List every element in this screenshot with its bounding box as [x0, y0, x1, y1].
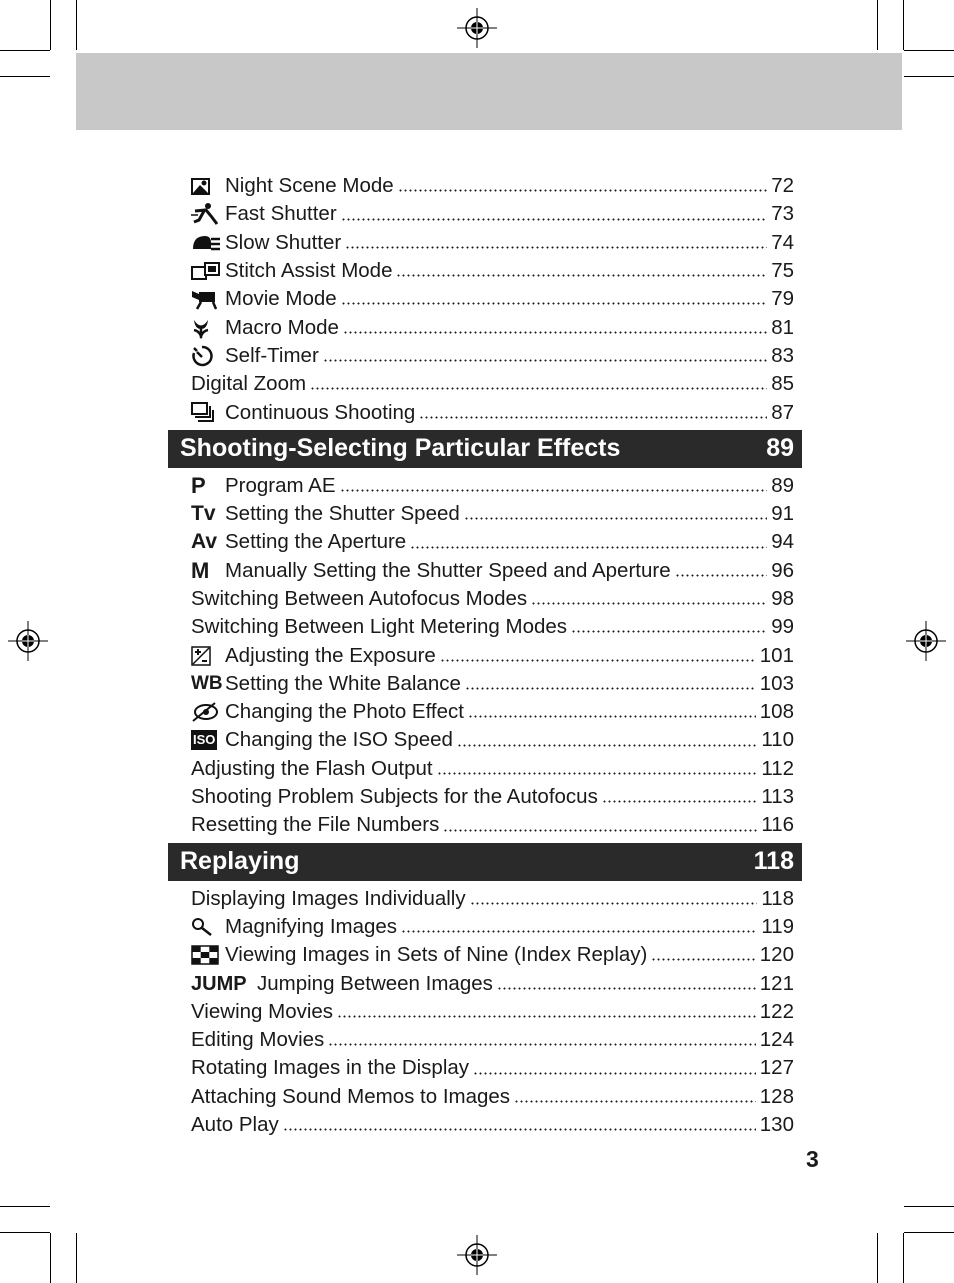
toc-page: 120: [759, 943, 794, 967]
toc-page: 79: [771, 287, 794, 311]
toc-page: 99: [771, 615, 794, 639]
toc-page: 91: [771, 502, 794, 526]
section-title: Shooting-Selecting Particular Effects: [180, 434, 621, 463]
toc-page: 96: [771, 558, 794, 582]
leader-dots: [341, 218, 768, 221]
toc-entry-night-scene[interactable]: [168, 172, 802, 200]
toc-label: Digital Zoom: [191, 372, 307, 396]
toc-page: 119: [761, 914, 794, 938]
toc-label: Setting the White Balance: [225, 671, 461, 695]
crop-mark: [904, 76, 954, 77]
magnify-icon: [191, 917, 225, 937]
leader-dots: [571, 630, 767, 633]
toc-label: Manually Setting the Shutter Speed and Aperture: [225, 558, 671, 582]
toc-entry-magnify[interactable]: [168, 913, 802, 941]
toc-page: 124: [759, 1028, 794, 1052]
white-balance-icon: [191, 670, 225, 698]
toc-label: Self-Timer: [225, 343, 319, 367]
leader-dots: [531, 602, 767, 605]
toc-label: Changing the Photo Effect: [225, 700, 464, 724]
toc-label: Jumping Between Images: [257, 971, 493, 995]
toc-entry-continuous-shooting[interactable]: [168, 398, 802, 426]
leader-dots: [419, 416, 767, 419]
manual-glyph: M: [191, 557, 210, 583]
leader-dots: [465, 687, 756, 690]
toc-label: Editing Movies: [191, 1028, 325, 1052]
leader-dots: [398, 189, 768, 192]
toc-label: Slow Shutter: [225, 230, 342, 254]
photo-effect-icon: [191, 701, 225, 723]
toc-entry-display-individually[interactable]: [168, 885, 802, 913]
toc-entry-auto-play[interactable]: [168, 1111, 802, 1139]
av-icon: [191, 528, 225, 556]
leader-dots: [340, 489, 768, 492]
toc-page: 89: [771, 473, 794, 497]
toc-entry-jump[interactable]: [168, 969, 802, 997]
program-ae-icon: [191, 472, 225, 500]
registration-mark-icon: [457, 1235, 497, 1275]
macro-icon: [191, 317, 225, 339]
crop-mark: [903, 1233, 904, 1283]
leader-dots: [410, 546, 767, 549]
toc-entry-photo-effect[interactable]: [168, 698, 802, 726]
table-of-contents: [168, 172, 802, 1139]
toc-label: Viewing Movies: [191, 999, 334, 1023]
toc-entry-manual[interactable]: [168, 557, 802, 585]
self-timer-icon: [191, 345, 225, 367]
crop-mark: [0, 50, 50, 51]
toc-page: 127: [759, 1056, 794, 1080]
crop-mark: [904, 1232, 954, 1233]
toc-page: 112: [761, 756, 794, 780]
leader-dots: [310, 387, 767, 390]
section-header-replaying[interactable]: [168, 843, 802, 881]
tv-glyph: Tv: [191, 502, 216, 526]
toc-page: 81: [771, 315, 794, 339]
toc-page: 101: [759, 643, 794, 667]
leader-dots: [497, 987, 756, 990]
continuous-shooting-icon: [191, 402, 225, 424]
toc-entry-editing-movies[interactable]: [168, 1026, 802, 1054]
toc-page: 116: [761, 813, 794, 837]
toc-label: Attaching Sound Memos to Images: [191, 1084, 511, 1108]
toc-page: 130: [759, 1113, 794, 1137]
registration-mark-icon: [457, 8, 497, 48]
leader-dots: [283, 1128, 756, 1131]
index-replay-icon: [191, 945, 225, 965]
leader-dots: [345, 246, 767, 249]
toc-entry-movie[interactable]: [168, 285, 802, 313]
toc-page: 85: [771, 372, 794, 396]
toc-page: 118: [761, 886, 794, 910]
toc-page: 74: [771, 230, 794, 254]
toc-entry-file-numbers[interactable]: [168, 811, 802, 839]
toc-page: 113: [761, 785, 794, 809]
exposure-icon: [191, 646, 225, 666]
toc-entry-aperture[interactable]: [168, 528, 802, 556]
header-bar: [76, 53, 902, 130]
toc-entry-slow-shutter[interactable]: [168, 229, 802, 257]
leader-dots: [468, 715, 756, 718]
toc-page: 87: [771, 400, 794, 424]
toc-page: 108: [759, 700, 794, 724]
program-ae-glyph: P: [191, 472, 206, 498]
toc-entry-metering-modes[interactable]: [168, 613, 802, 641]
toc-entry-digital-zoom[interactable]: [168, 370, 802, 398]
toc-page: 121: [759, 971, 794, 995]
toc-entry-autofocus-modes[interactable]: [168, 585, 802, 613]
crop-mark: [50, 1233, 51, 1283]
toc-page: 103: [759, 671, 794, 695]
toc-page: 128: [759, 1084, 794, 1108]
toc-label: Changing the ISO Speed: [225, 728, 453, 752]
crop-mark: [0, 1206, 50, 1207]
iso-glyph: ISO: [191, 730, 217, 750]
toc-entry-white-balance[interactable]: [168, 670, 802, 698]
av-glyph: Av: [191, 530, 218, 554]
crop-mark: [904, 1206, 954, 1207]
toc-label: Setting the Shutter Speed: [225, 502, 460, 526]
toc-entry-self-timer[interactable]: [168, 342, 802, 370]
white-balance-glyph: WB: [191, 672, 223, 694]
toc-label: Rotating Images in the Display: [191, 1056, 470, 1080]
crop-mark: [877, 0, 878, 50]
toc-page: 94: [771, 530, 794, 554]
toc-entry-rotating[interactable]: [168, 1054, 802, 1082]
toc-entry-index-replay[interactable]: [168, 941, 802, 969]
toc-entry-iso-speed[interactable]: [168, 726, 802, 754]
toc-entry-flash-output[interactable]: [168, 755, 802, 783]
toc-entry-viewing-movies[interactable]: [168, 998, 802, 1026]
crop-mark: [904, 50, 954, 51]
toc-label: Shooting Problem Subjects for the Autofocus: [191, 785, 598, 809]
movie-icon: [191, 288, 225, 310]
toc-label: Auto Play: [191, 1113, 279, 1137]
crop-mark: [50, 0, 51, 50]
leader-dots: [602, 800, 757, 803]
registration-mark-icon: [906, 621, 946, 661]
leader-dots: [651, 958, 755, 961]
toc-page: 73: [771, 202, 794, 226]
iso-icon: [191, 730, 225, 750]
registration-mark-icon: [8, 621, 48, 661]
stitch-assist-icon: [191, 261, 225, 281]
night-scene-icon: [191, 176, 225, 196]
jump-icon: [191, 970, 257, 998]
toc-label: Adjusting the Flash Output: [191, 756, 433, 780]
crop-mark: [877, 1233, 878, 1283]
leader-dots: [396, 274, 767, 277]
page-number: 3: [806, 1146, 819, 1172]
crop-mark: [76, 1233, 77, 1283]
section-header-shooting-effects[interactable]: [168, 430, 802, 468]
toc-entry-problem-subjects[interactable]: [168, 783, 802, 811]
crop-mark: [0, 1232, 50, 1233]
toc-label: Switching Between Autofocus Modes: [191, 587, 528, 610]
toc-label: Setting the Aperture: [225, 530, 407, 554]
crop-mark: [76, 0, 77, 50]
toc-entry-fast-shutter[interactable]: [168, 200, 802, 228]
leader-dots: [341, 302, 768, 305]
leader-dots: [343, 331, 767, 334]
crop-mark: [0, 76, 50, 77]
section-title: Replaying: [180, 847, 300, 876]
leader-dots: [443, 829, 757, 832]
toc-label: Fast Shutter: [225, 202, 337, 226]
toc-label: Switching Between Light Metering Modes: [191, 615, 568, 639]
toc-label: Stitch Assist Mode: [225, 259, 393, 283]
toc-page: 122: [759, 999, 794, 1023]
toc-label: Continuous Shooting: [225, 400, 416, 424]
leader-dots: [440, 659, 756, 662]
toc-label: Displaying Images Individually: [191, 886, 466, 910]
toc-label: Movie Mode: [225, 287, 337, 311]
section-page: 89: [766, 434, 794, 463]
jump-glyph: JUMP: [191, 972, 247, 995]
leader-dots: [464, 517, 767, 520]
slow-shutter-icon: [191, 233, 225, 253]
leader-dots: [401, 930, 757, 933]
leader-dots: [675, 574, 768, 577]
toc-entry-stitch-assist[interactable]: [168, 257, 802, 285]
crop-mark: [903, 0, 904, 50]
toc-entry-program-ae[interactable]: [168, 472, 802, 500]
manual-icon: [191, 557, 225, 585]
toc-label: Adjusting the Exposure: [225, 643, 436, 667]
toc-label: Night Scene Mode: [225, 174, 394, 198]
toc-entry-macro[interactable]: [168, 313, 802, 341]
toc-label: Resetting the File Numbers: [191, 813, 440, 837]
toc-entry-shutter-speed[interactable]: [168, 500, 802, 528]
toc-entry-exposure[interactable]: [168, 641, 802, 669]
toc-label: Viewing Images in Sets of Nine (Index Replay): [225, 943, 648, 967]
section-page: 118: [753, 847, 794, 876]
leader-dots: [470, 902, 758, 905]
toc-label: Program AE: [225, 473, 336, 497]
toc-label: Magnifying Images: [225, 914, 398, 938]
toc-entry-sound-memos[interactable]: [168, 1083, 802, 1111]
leader-dots: [514, 1100, 756, 1103]
toc-page: 110: [761, 728, 794, 752]
toc-page: 72: [771, 174, 794, 198]
leader-dots: [323, 359, 767, 362]
toc-page: 83: [771, 343, 794, 367]
leader-dots: [473, 1072, 756, 1075]
toc-page: 98: [771, 587, 794, 610]
toc-page: 75: [771, 259, 794, 283]
fast-shutter-icon: [191, 202, 225, 226]
toc-label: Macro Mode: [225, 315, 339, 339]
tv-icon: [191, 500, 225, 528]
leader-dots: [457, 744, 757, 747]
leader-dots: [437, 772, 758, 775]
leader-dots: [328, 1043, 755, 1046]
leader-dots: [337, 1015, 756, 1018]
